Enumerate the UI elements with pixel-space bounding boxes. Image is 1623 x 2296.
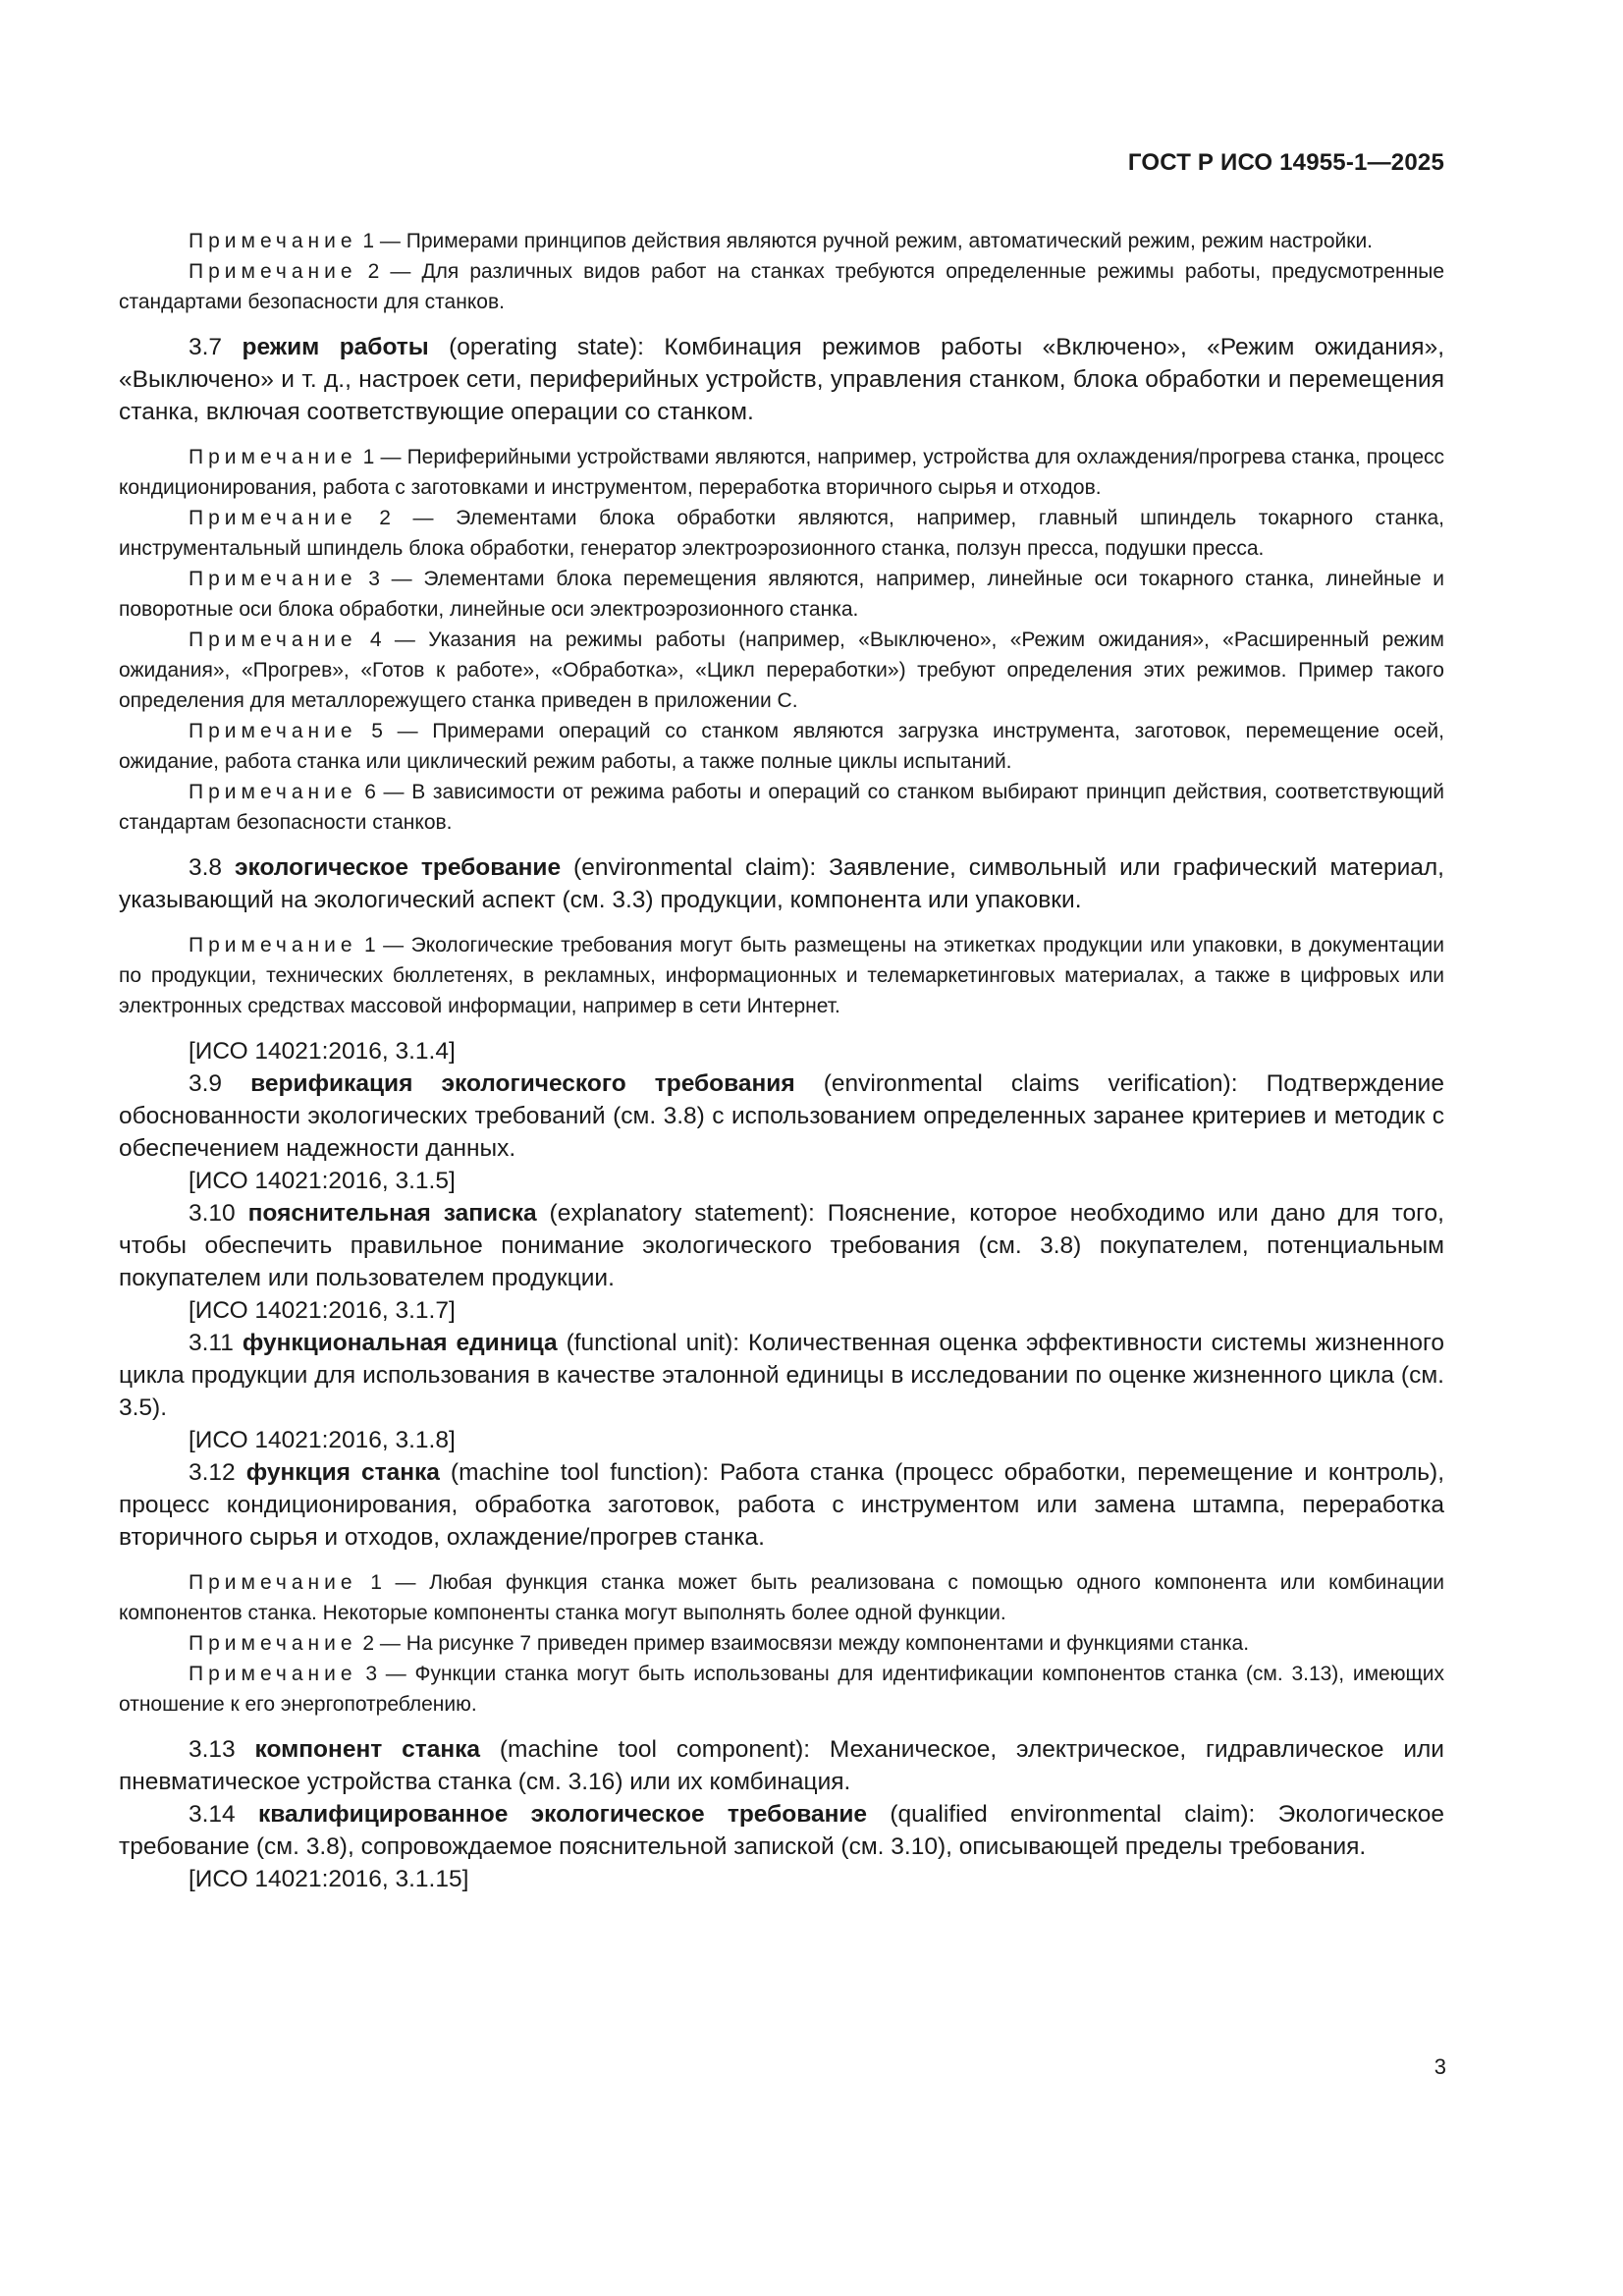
page-number: 3 [1434, 2054, 1446, 2079]
note-3-7-4: Примечание 4 — Указания на режимы работы (например, «Выключено», «Режим ожидания», «Расширенный режим ожидания», «Прогрев», «Готов к работе», «Обработка», «Цикл переработки») требуют определения этих режимов. Пример такого определения для металлорежущего станка приведен в приложении С. [119, 629, 1444, 712]
term-3-8: 3.8 экологическое требование (environmental claim): Заявление, символьный или графический материал, указывающий на экологический аспект (см. 3.3) продукции, компонента или упаковки. [119, 854, 1444, 913]
term-3-11: 3.11 функциональная единица (functional unit): Количественная оценка эффективности системы жизненного цикла продукции для использования в качестве эталонной единицы в исследовании по оценке жизненного цикла (см. 3.5). [119, 1330, 1444, 1421]
source-3-11: [ИСО 14021:2016, 3.1.8] [189, 1427, 456, 1453]
note-3-8-1: Примечание 1 — Экологические требования могут быть размещены на этикетках продукции или упаковки, в документации по продукции, технических бюллетенях, в рекламных, информационных и телемаркетинговых материалах, а также в цифровых или электронных средствах массовой информации, например в сети Интернет. [119, 934, 1444, 1017]
note-3-12-1: Примечание 1 — Любая функция станка может быть реализована с помощью одного компонента или комбинации компонентов станка. Некоторые компоненты станка могут выполнять более одной функции. [119, 1571, 1444, 1624]
source-3-10: [ИСО 14021:2016, 3.1.7] [189, 1297, 456, 1324]
note-3-7-3: Примечание 3 — Элементами блока перемещения являются, например, линейные оси токарного станка, линейные и поворотные оси блока обработки, линейные оси электроэрозионного станка. [119, 568, 1444, 621]
note-3-7-1: Примечание 1 — Периферийными устройствами являются, например, устройства для охлаждения/прогрева станка, процесс кондиционирования, работа с заготовками и инструментом, переработка вторичного сырья и отходов. [119, 446, 1444, 499]
page-content [119, 226, 1444, 1895]
term-3-9: 3.9 верификация экологического требования (environmental claims verification): Подтверждение обоснованности экологических требований (см. 3.8) с использованием определенных заранее критериев и методик с обеспечением надежности данных. [119, 1070, 1444, 1162]
note-3-7-6: Примечание 6 — В зависимости от режима работы и операций со станком выбирают принцип действия, соответствующий стандартам безопасности станков. [119, 781, 1444, 834]
document-id: ГОСТ Р ИСО 14955-1—2025 [1127, 149, 1444, 176]
term-3-7: 3.7 режим работы (operating state): Комбинация режимов работы «Включено», «Режим ожидания», «Выключено» и т. д., настроек сети, периферийных устройств, управления станком, блока обработки и перемещения станка, включая соответствующие операции со станком. [119, 334, 1444, 425]
note-3-6-1: Примечание 1 — Примерами принципов действия являются ручной режим, автоматический режим, режим настройки. [189, 230, 1374, 252]
note-3-7-5: Примечание 5 — Примерами операций со станком являются загрузка инструмента, заготовок, перемещение осей, ожидание, работа станка или циклический режим работы, а также полные циклы испытаний. [119, 720, 1444, 773]
term-3-14: 3.14 квалифицированное экологическое требование (qualified environmental claim): Экологическое требование (см. 3.8), сопровождаемое пояснительной запиской (см. 3.10), описывающей пределы требования. [119, 1801, 1444, 1860]
term-3-10: 3.10 пояснительная записка (explanatory statement): Пояснение, которое необходимо или дано для того, чтобы обеспечить правильное понимание экологического требования (см. 3.8) покупателем, потенциальным покупателем или пользователем продукции. [119, 1200, 1444, 1291]
term-3-13: 3.13 компонент станка (machine tool component): Механическое, электрическое, гидравлическое или пневматическое устройства станка (см. 3.16) или их комбинация. [119, 1736, 1444, 1795]
term-3-12: 3.12 функция станка (machine tool function): Работа станка (процесс обработки, перемещение и контроль), процесс кондиционирования, обработка заготовок, работа с инструментом или замена штампа, переработка вторичного сырья и отходов, охлаждение/прогрев станка. [119, 1459, 1444, 1551]
source-3-9: [ИСО 14021:2016, 3.1.5] [189, 1168, 456, 1194]
note-3-12-2: Примечание 2 — На рисунке 7 приведен пример взаимосвязи между компонентами и функциями станка. [189, 1632, 1250, 1655]
note-3-12-3: Примечание 3 — Функции станка могут быть использованы для идентификации компонентов станка (см. 3.13), имеющих отношение к его энергопотреблению. [119, 1663, 1444, 1716]
note-3-6-2: Примечание 2 — Для различных видов работ на станках требуются определенные режимы работы, предусмотренные стандартами безопасности для станков. [119, 260, 1444, 313]
source-3-14: [ИСО 14021:2016, 3.1.15] [189, 1866, 469, 1892]
source-3-8: [ИСО 14021:2016, 3.1.4] [189, 1038, 456, 1065]
note-3-7-2: Примечание 2 — Элементами блока обработки являются, например, главный шпиндель токарного станка, инструментальный шпиндель блока обработки, генератор электроэрозионного станка, ползун пресса, подушки пресса. [119, 507, 1444, 560]
